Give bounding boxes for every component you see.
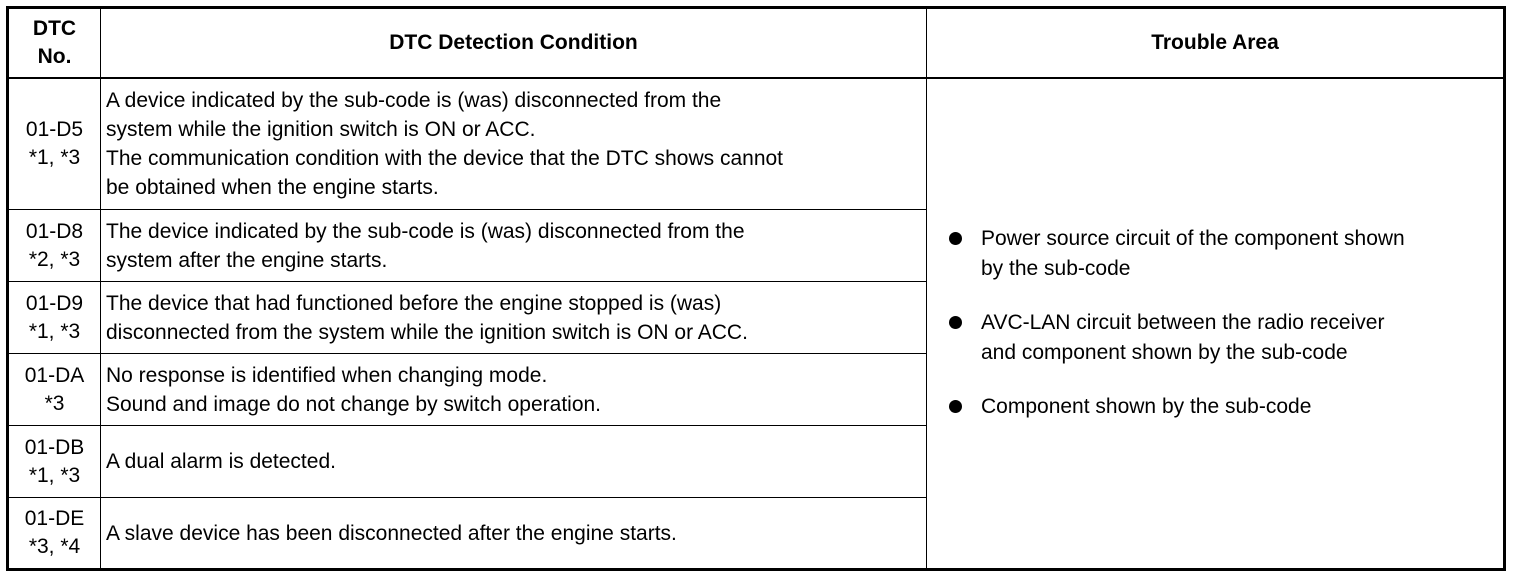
dtc-notes: *1, *3 xyxy=(28,463,81,487)
condition-cell xyxy=(101,498,927,570)
condition-line: The device that had functioned before the engine stopped is (was) xyxy=(106,291,722,315)
trouble-area-line: and component shown by the sub-code xyxy=(981,341,1348,365)
condition-cell xyxy=(101,78,927,210)
dtc-code-cell xyxy=(8,426,101,498)
dtc-code: 01-D8 xyxy=(25,219,84,243)
dtc-notes: *2, *3 xyxy=(28,247,81,271)
header-dtc-no-line1: DTC xyxy=(32,16,77,40)
dtc-code: 01-DA xyxy=(24,363,85,387)
trouble-area-item xyxy=(949,392,1495,422)
dtc-code-cell xyxy=(8,78,101,210)
trouble-area-item xyxy=(949,224,1495,284)
trouble-area-line: Component shown by the sub-code xyxy=(981,395,1312,419)
header-trouble-area: Trouble Area xyxy=(927,8,1505,78)
condition-line: A slave device has been disconnected after the engine starts. xyxy=(106,521,677,545)
header-condition: DTC Detection Condition xyxy=(101,8,927,78)
condition-line: No response is identified when changing mode. xyxy=(106,363,548,387)
dtc-code: 01-DB xyxy=(24,435,85,459)
dtc-notes: *3 xyxy=(44,391,65,415)
condition-line: system while the ignition switch is ON or ACC. xyxy=(106,117,536,141)
condition-line: A dual alarm is detected. xyxy=(106,450,336,473)
dtc-notes: *3, *4 xyxy=(28,535,81,558)
condition-line: The communication condition with the device that the DTC shows cannot xyxy=(106,146,784,170)
bullet-icon xyxy=(949,316,962,329)
header-dtc-no-line2: No. xyxy=(37,44,72,68)
dtc-code: 01-D9 xyxy=(25,291,84,315)
dtc-code-cell xyxy=(8,282,101,354)
bullet-icon xyxy=(949,232,962,245)
dtc-code: 01-DE xyxy=(24,507,85,530)
condition-cell xyxy=(101,426,927,498)
trouble-area-line: AVC-LAN circuit between the radio receiver xyxy=(981,311,1385,335)
condition-line: The device indicated by the sub-code is (was) disconnected from the xyxy=(106,219,745,243)
condition-cell xyxy=(101,210,927,282)
dtc-code: 01-D5 xyxy=(25,117,84,141)
dtc-code-cell xyxy=(8,210,101,282)
condition-line: system after the engine starts. xyxy=(106,248,388,272)
condition-line: A device indicated by the sub-code is (was) disconnected from the xyxy=(106,88,722,112)
trouble-area-line: by the sub-code xyxy=(981,257,1131,281)
condition-cell xyxy=(101,354,927,426)
condition-line: be obtained when the engine starts. xyxy=(106,175,439,199)
condition-line: disconnected from the system while the ignition switch is ON or ACC. xyxy=(106,320,748,344)
dtc-notes: *1, *3 xyxy=(28,145,81,169)
dtc-code-cell xyxy=(8,354,101,426)
header-row xyxy=(8,8,1505,78)
dtc-notes: *1, *3 xyxy=(28,319,81,343)
table-row xyxy=(8,78,1505,210)
condition-line: Sound and image do not change by switch operation. xyxy=(106,392,602,416)
trouble-area-cell xyxy=(927,78,1505,570)
dtc-code-cell xyxy=(8,498,101,570)
trouble-area-item xyxy=(949,308,1495,368)
condition-cell xyxy=(101,282,927,354)
header-dtc-no xyxy=(8,8,101,78)
dtc-table xyxy=(6,6,1506,571)
trouble-area-line: Power source circuit of the component shown xyxy=(981,227,1405,251)
bullet-icon xyxy=(949,400,962,413)
